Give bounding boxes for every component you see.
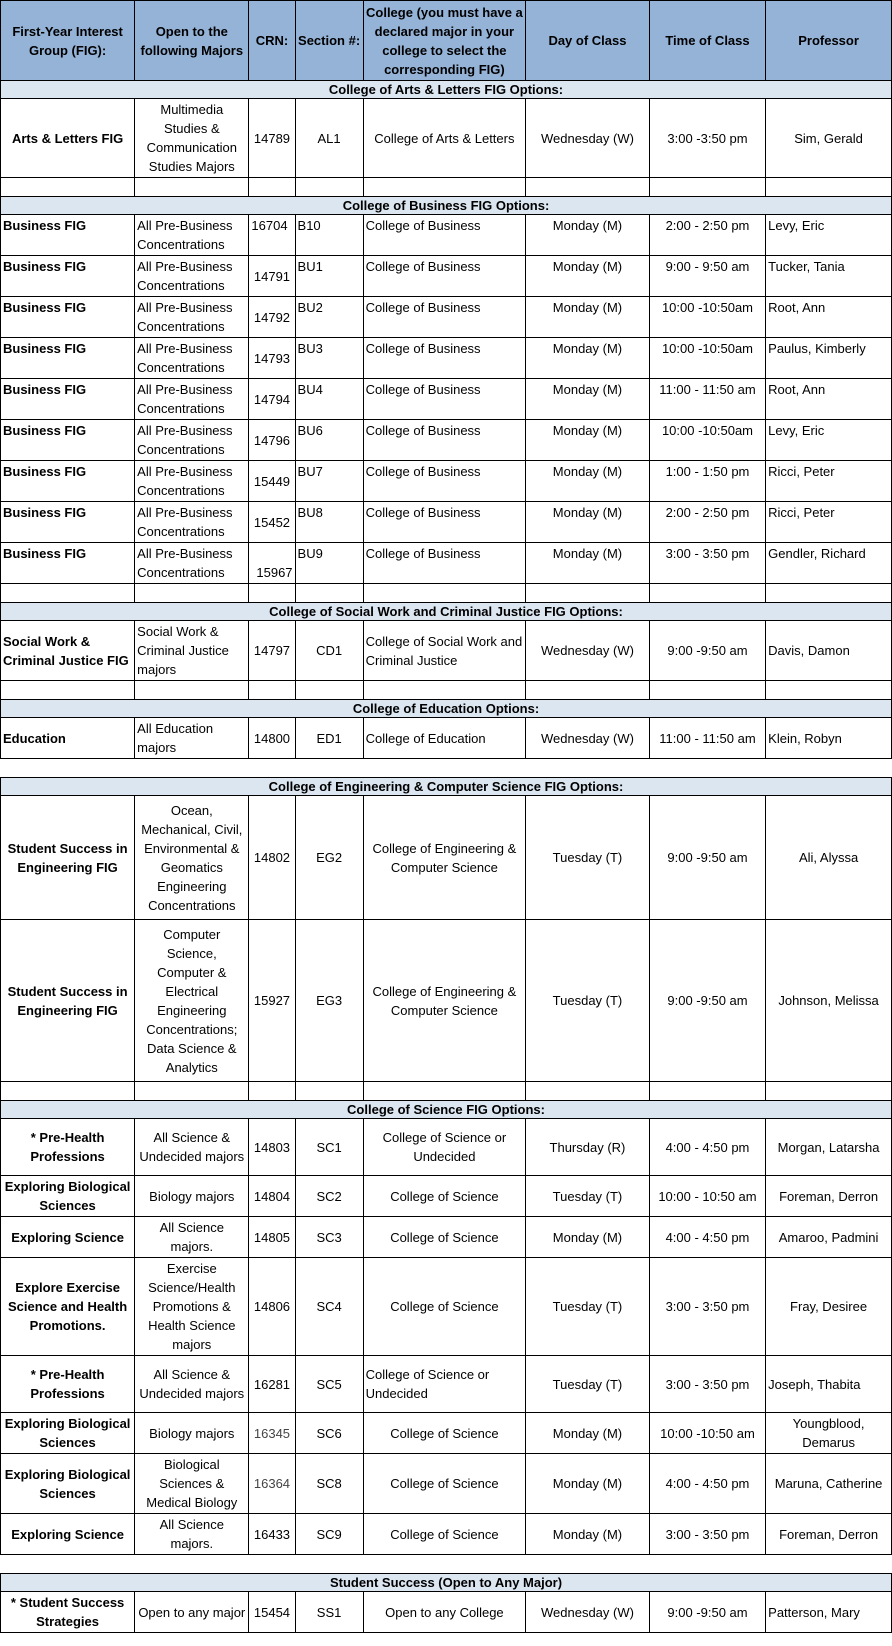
header-row: [1, 1, 892, 81]
section-cell: BU9: [295, 543, 363, 584]
professor-cell: Ricci, Peter: [766, 502, 892, 543]
time-cell: 10:00 -10:50am: [649, 338, 765, 379]
table-row: [1, 1356, 892, 1413]
college-cell: College of Science: [363, 1514, 525, 1555]
time-cell: 4:00 - 4:50 pm: [649, 1119, 765, 1176]
section-cell: SC9: [295, 1514, 363, 1555]
time-cell: 10:00 -10:50 am: [649, 1413, 765, 1454]
crn-cell: 15452: [249, 502, 295, 543]
fig-cell: Student Success in Engineering FIG: [1, 920, 135, 1082]
college-cell: Open to any College: [363, 1592, 525, 1633]
college-cell: College of Science: [363, 1176, 525, 1217]
header-time: Time of Class: [649, 1, 765, 81]
table-row: [1, 1514, 892, 1555]
crn-cell: 14803: [249, 1119, 295, 1176]
college-cell: College of Engineering & Computer Science: [363, 796, 525, 920]
professor-cell: Patterson, Mary: [766, 1592, 892, 1633]
table-row: [1, 215, 892, 256]
college-cell: College of Social Work and Criminal Justice: [363, 621, 525, 681]
fig-cell: Business FIG: [1, 297, 135, 338]
professor-cell: Davis, Damon: [766, 621, 892, 681]
professor-cell: Root, Ann: [766, 379, 892, 420]
fig-cell: Business FIG: [1, 215, 135, 256]
section-title-engineering: College of Engineering & Computer Science FIG Options:: [1, 778, 892, 796]
table-row: [1, 621, 892, 681]
professor-cell: Tucker, Tania: [766, 256, 892, 297]
crn-cell: 16281: [249, 1356, 295, 1413]
day-cell: Monday (M): [526, 1217, 650, 1258]
time-cell: 9:00 -9:50 am: [649, 920, 765, 1082]
majors-cell: Biology majors: [135, 1176, 249, 1217]
section-cell: BU3: [295, 338, 363, 379]
fig-cell: * Pre-Health Professions: [1, 1119, 135, 1176]
section-cell: CD1: [295, 621, 363, 681]
crn-cell: 14806: [249, 1258, 295, 1356]
section-cell: SC6: [295, 1413, 363, 1454]
day-cell: Monday (M): [526, 1514, 650, 1555]
college-cell: College of Science or Undecided: [363, 1119, 525, 1176]
crn-cell: 16364: [249, 1454, 295, 1514]
majors-cell: All Science & Undecided majors: [135, 1119, 249, 1176]
day-cell: Tuesday (T): [526, 1176, 650, 1217]
fig-cell: Exploring Science: [1, 1514, 135, 1555]
fig-cell: Exploring Biological Sciences: [1, 1176, 135, 1217]
day-cell: Wednesday (W): [526, 718, 650, 759]
table-row: [1, 1119, 892, 1176]
time-cell: 2:00 - 2:50 pm: [649, 502, 765, 543]
time-cell: 9:00 -9:50 am: [649, 1592, 765, 1633]
day-cell: Monday (M): [526, 1413, 650, 1454]
day-cell: Tuesday (T): [526, 1258, 650, 1356]
time-cell: 10:00 -10:50am: [649, 420, 765, 461]
college-cell: College of Business: [363, 256, 525, 297]
professor-cell: Youngblood, Demarus: [766, 1413, 892, 1454]
table-row: [1, 502, 892, 543]
majors-cell: All Pre-Business Concentrations: [135, 256, 249, 297]
time-cell: 4:00 - 4:50 pm: [649, 1217, 765, 1258]
professor-cell: Joseph, Thabita: [766, 1356, 892, 1413]
day-cell: Monday (M): [526, 215, 650, 256]
college-cell: College of Business: [363, 338, 525, 379]
table-row: [1, 920, 892, 1082]
crn-cell: 15967: [249, 543, 295, 584]
table-row: [1, 461, 892, 502]
professor-cell: Sim, Gerald: [766, 99, 892, 178]
majors-cell: All Pre-Business Concentrations: [135, 502, 249, 543]
college-cell: College of Science or Undecided: [363, 1356, 525, 1413]
majors-cell: All Science majors.: [135, 1514, 249, 1555]
section-cell: SC5: [295, 1356, 363, 1413]
professor-cell: Fray, Desiree: [766, 1258, 892, 1356]
day-cell: Monday (M): [526, 379, 650, 420]
time-cell: 9:00 -9:50 am: [649, 796, 765, 920]
section-title-business: College of Business FIG Options:: [1, 197, 892, 215]
table-row: [1, 1592, 892, 1633]
fig-cell: Explore Exercise Science and Health Promotions.: [1, 1258, 135, 1356]
day-cell: Wednesday (W): [526, 621, 650, 681]
crn-cell: 14797: [249, 621, 295, 681]
majors-cell: All Science & Undecided majors: [135, 1356, 249, 1413]
day-cell: Monday (M): [526, 420, 650, 461]
header-fig: First-Year Interest Group (FIG):: [1, 1, 135, 81]
fig-cell: Education: [1, 718, 135, 759]
section-title-success: Student Success (Open to Any Major): [1, 1574, 892, 1592]
majors-cell: Ocean, Mechanical, Civil, Environmental & Geomatics Engineering Concentrations: [135, 796, 249, 920]
section-cell: BU4: [295, 379, 363, 420]
professor-cell: Amaroo, Padmini: [766, 1217, 892, 1258]
header-day: Day of Class: [526, 1, 650, 81]
time-cell: 3:00 - 3:50 pm: [649, 1258, 765, 1356]
college-cell: College of Science: [363, 1217, 525, 1258]
day-cell: Monday (M): [526, 297, 650, 338]
section-cell: BU7: [295, 461, 363, 502]
section-cell: ED1: [295, 718, 363, 759]
college-cell: College of Education: [363, 718, 525, 759]
crn-cell: 14805: [249, 1217, 295, 1258]
day-cell: Wednesday (W): [526, 1592, 650, 1633]
majors-cell: All Pre-Business Concentrations: [135, 338, 249, 379]
majors-cell: Computer Science, Computer & Electrical Engineering Concentrations; Data Science & Analytics: [135, 920, 249, 1082]
college-cell: College of Business: [363, 379, 525, 420]
majors-cell: Biology majors: [135, 1413, 249, 1454]
majors-cell: Biological Sciences & Medical Biology: [135, 1454, 249, 1514]
section-cell: EG2: [295, 796, 363, 920]
day-cell: Monday (M): [526, 543, 650, 584]
time-cell: 11:00 - 11:50 am: [649, 718, 765, 759]
fig-cell: Exploring Biological Sciences: [1, 1454, 135, 1514]
professor-cell: Gendler, Richard: [766, 543, 892, 584]
professor-cell: Paulus, Kimberly: [766, 338, 892, 379]
section-title-arts: College of Arts & Letters FIG Options:: [1, 81, 892, 99]
table-row: [1, 379, 892, 420]
time-cell: 10:00 - 10:50 am: [649, 1176, 765, 1217]
crn-cell: 15927: [249, 920, 295, 1082]
college-cell: College of Business: [363, 215, 525, 256]
crn-cell: 14789: [249, 99, 295, 178]
crn-cell: 14802: [249, 796, 295, 920]
time-cell: 4:00 - 4:50 pm: [649, 1454, 765, 1514]
table-row: [1, 338, 892, 379]
table-row: [1, 718, 892, 759]
fig-cell: Business FIG: [1, 420, 135, 461]
section-cell: SC4: [295, 1258, 363, 1356]
professor-cell: Root, Ann: [766, 297, 892, 338]
professor-cell: Maruna, Catherine: [766, 1454, 892, 1514]
fig-cell: Business FIG: [1, 379, 135, 420]
table-row: [1, 796, 892, 920]
crn-cell: 15454: [249, 1592, 295, 1633]
table-row: [1, 99, 892, 178]
header-college: College (you must have a declared major in your college to select the corresponding FIG): [363, 1, 525, 81]
fig-cell: Arts & Letters FIG: [1, 99, 135, 178]
college-cell: College of Business: [363, 461, 525, 502]
majors-cell: Social Work & Criminal Justice majors: [135, 621, 249, 681]
table-row: [1, 1176, 892, 1217]
section-title-education: College of Education Options:: [1, 700, 892, 718]
fig-cell: Business FIG: [1, 502, 135, 543]
section-title-science: College of Science FIG Options:: [1, 1101, 892, 1119]
college-cell: College of Science: [363, 1413, 525, 1454]
crn-cell: 14804: [249, 1176, 295, 1217]
section-cell: SC8: [295, 1454, 363, 1514]
section-cell: SC3: [295, 1217, 363, 1258]
college-cell: College of Arts & Letters: [363, 99, 525, 178]
day-cell: Monday (M): [526, 461, 650, 502]
day-cell: Tuesday (T): [526, 796, 650, 920]
majors-cell: All Pre-Business Concentrations: [135, 297, 249, 338]
header-crn: CRN:: [249, 1, 295, 81]
majors-cell: All Pre-Business Concentrations: [135, 420, 249, 461]
table-row: [1, 297, 892, 338]
day-cell: Monday (M): [526, 338, 650, 379]
day-cell: Monday (M): [526, 502, 650, 543]
fig-cell: Business FIG: [1, 461, 135, 502]
crn-cell: 16704: [249, 215, 295, 256]
crn-cell: 14792: [249, 297, 295, 338]
section-cell: AL1: [295, 99, 363, 178]
fig-cell: Business FIG: [1, 256, 135, 297]
college-cell: College of Science: [363, 1258, 525, 1356]
time-cell: 10:00 -10:50am: [649, 297, 765, 338]
college-cell: College of Business: [363, 420, 525, 461]
college-cell: College of Business: [363, 543, 525, 584]
fig-cell: * Student Success Strategies: [1, 1592, 135, 1633]
majors-cell: Open to any major: [135, 1592, 249, 1633]
majors-cell: All Pre-Business Concentrations: [135, 543, 249, 584]
fig-cell: Exploring Science: [1, 1217, 135, 1258]
fig-cell: Business FIG: [1, 338, 135, 379]
time-cell: 3:00 - 3:50 pm: [649, 1514, 765, 1555]
crn-cell: 16433: [249, 1514, 295, 1555]
professor-cell: Ricci, Peter: [766, 461, 892, 502]
professor-cell: Foreman, Derron: [766, 1176, 892, 1217]
college-cell: College of Engineering & Computer Science: [363, 920, 525, 1082]
professor-cell: Ali, Alyssa: [766, 796, 892, 920]
section-cell: BU2: [295, 297, 363, 338]
college-cell: College of Business: [363, 297, 525, 338]
table-row: [1, 256, 892, 297]
time-cell: 3:00 - 3:50 pm: [649, 1356, 765, 1413]
time-cell: 2:00 - 2:50 pm: [649, 215, 765, 256]
majors-cell: All Pre-Business Concentrations: [135, 215, 249, 256]
crn-cell: 15449: [249, 461, 295, 502]
table-row: [1, 420, 892, 461]
professor-cell: Morgan, Latarsha: [766, 1119, 892, 1176]
section-cell: BU6: [295, 420, 363, 461]
day-cell: Monday (M): [526, 256, 650, 297]
crn-cell: 14794: [249, 379, 295, 420]
time-cell: 3:00 -3:50 pm: [649, 99, 765, 178]
header-majors: Open to the following Majors: [135, 1, 249, 81]
majors-cell: All Pre-Business Concentrations: [135, 379, 249, 420]
fig-cell: * Pre-Health Professions: [1, 1356, 135, 1413]
day-cell: Wednesday (W): [526, 99, 650, 178]
time-cell: 3:00 - 3:50 pm: [649, 543, 765, 584]
section-cell: EG3: [295, 920, 363, 1082]
table-row: [1, 1217, 892, 1258]
fig-cell: Student Success in Engineering FIG: [1, 796, 135, 920]
majors-cell: All Pre-Business Concentrations: [135, 461, 249, 502]
college-cell: College of Business: [363, 502, 525, 543]
fig-cell: Social Work & Criminal Justice FIG: [1, 621, 135, 681]
crn-cell: 14796: [249, 420, 295, 461]
day-cell: Tuesday (T): [526, 920, 650, 1082]
fig-cell: Exploring Biological Sciences: [1, 1413, 135, 1454]
majors-cell: All Science majors.: [135, 1217, 249, 1258]
fig-cell: Business FIG: [1, 543, 135, 584]
time-cell: 9:00 -9:50 am: [649, 621, 765, 681]
majors-cell: Exercise Science/Health Promotions & Health Science majors: [135, 1258, 249, 1356]
table-row: [1, 543, 892, 584]
crn-cell: 14793: [249, 338, 295, 379]
day-cell: Tuesday (T): [526, 1356, 650, 1413]
majors-cell: Multimedia Studies & Communication Studies Majors: [135, 99, 249, 178]
section-cell: BU8: [295, 502, 363, 543]
section-cell: SC1: [295, 1119, 363, 1176]
table-row: [1, 1413, 892, 1454]
professor-cell: Klein, Robyn: [766, 718, 892, 759]
header-professor: Professor: [766, 1, 892, 81]
section-cell: BU1: [295, 256, 363, 297]
professor-cell: Levy, Eric: [766, 215, 892, 256]
day-cell: Monday (M): [526, 1454, 650, 1514]
crn-cell: 14800: [249, 718, 295, 759]
professor-cell: Foreman, Derron: [766, 1514, 892, 1555]
time-cell: 9:00 - 9:50 am: [649, 256, 765, 297]
table-row: [1, 1258, 892, 1356]
crn-cell: 16345: [249, 1413, 295, 1454]
time-cell: 11:00 - 11:50 am: [649, 379, 765, 420]
section-cell: SC2: [295, 1176, 363, 1217]
professor-cell: Levy, Eric: [766, 420, 892, 461]
section-title-socialwork: College of Social Work and Criminal Justice FIG Options:: [1, 603, 892, 621]
college-cell: College of Science: [363, 1454, 525, 1514]
professor-cell: Johnson, Melissa: [766, 920, 892, 1082]
section-cell: B10: [295, 215, 363, 256]
majors-cell: All Education majors: [135, 718, 249, 759]
header-section: Section #:: [295, 1, 363, 81]
crn-cell: 14791: [249, 256, 295, 297]
day-cell: Thursday (R): [526, 1119, 650, 1176]
table-row: [1, 1454, 892, 1514]
section-cell: SS1: [295, 1592, 363, 1633]
time-cell: 1:00 - 1:50 pm: [649, 461, 765, 502]
